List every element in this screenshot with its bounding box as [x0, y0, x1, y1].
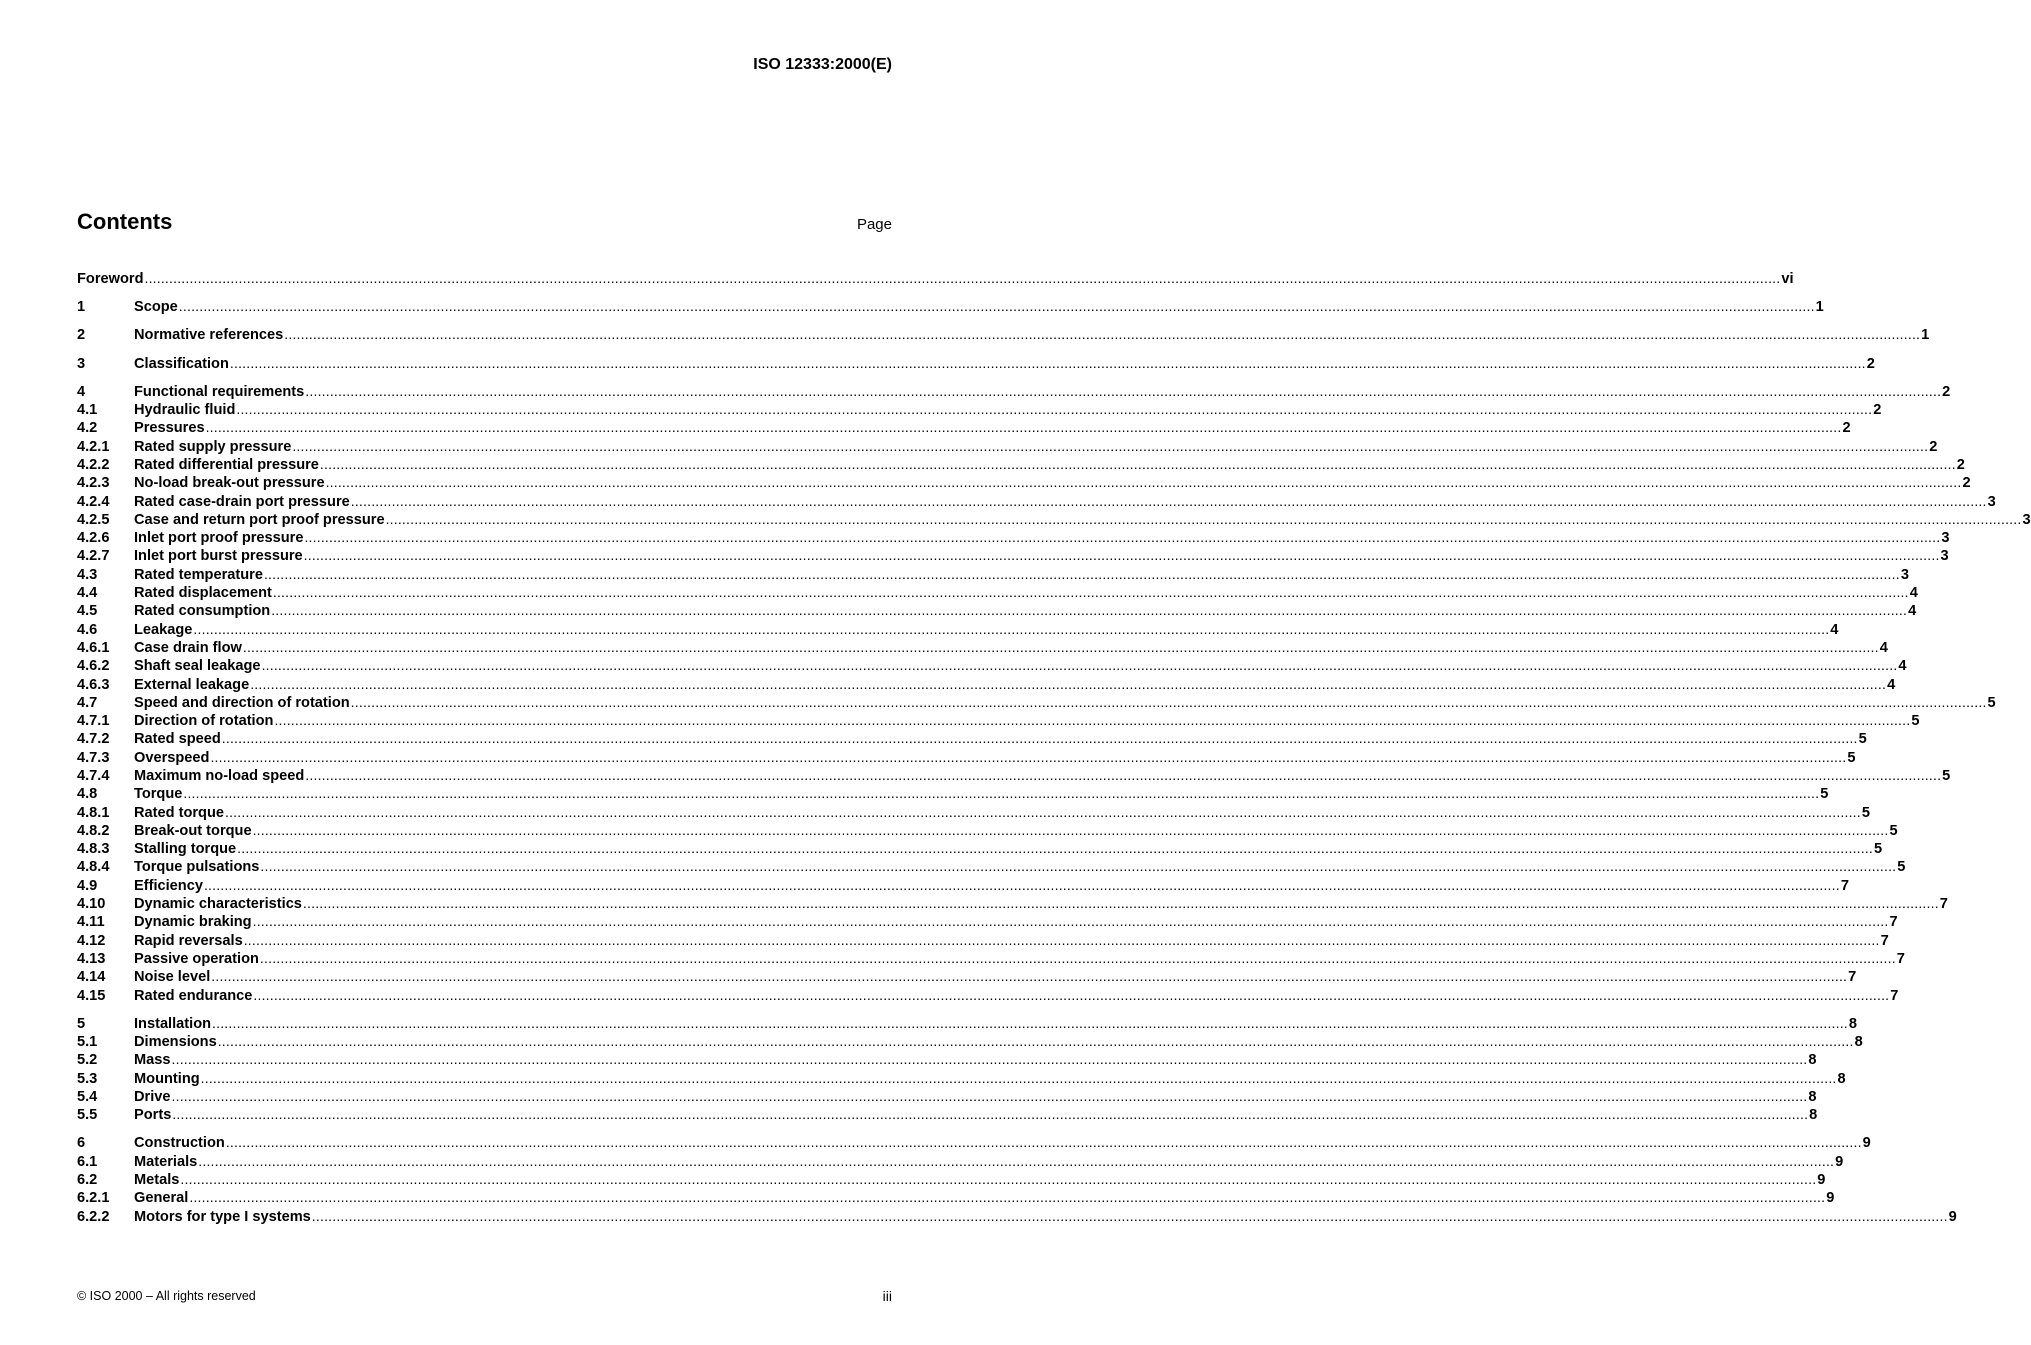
- toc-entry-number: 4.8.3: [77, 841, 110, 858]
- dot-leader: ................................................................................................................................................................................................................................................................................................................................................................................................................: [205, 419, 1842, 436]
- toc-entry-title: Inlet port burst pressure: [134, 548, 303, 565]
- dot-leader: ................................................................................................................................................................................................................................................................................................................................................................................................................: [183, 785, 1820, 802]
- toc-entry[interactable]: [77, 473, 1971, 492]
- toc-entry-number: 5: [77, 1015, 86, 1032]
- toc-entry-number: 6.2: [77, 1172, 98, 1188]
- toc-entry-page: 2: [1866, 355, 1875, 372]
- dot-leader: ................................................................................................................................................................................................................................................................................................................................................................................................................: [303, 547, 1940, 564]
- toc-entry[interactable]: [77, 269, 1794, 287]
- toc-entry-title: Case and return port proof pressure: [134, 511, 385, 528]
- toc-group: [77, 382, 2031, 1004]
- toc-entry-title: Rated displacement: [134, 585, 272, 602]
- toc-entry-page: 9: [1817, 1172, 1826, 1188]
- toc-entry-page: 3: [2022, 511, 2031, 528]
- toc-entry-page: 7: [1889, 914, 1898, 931]
- toc-entry-title: Metals: [134, 1172, 180, 1188]
- toc-entry-page: 5: [1897, 859, 1906, 876]
- toc-entry-number: 4.7.4: [77, 767, 110, 784]
- toc-entry-page: 8: [1854, 1034, 1863, 1051]
- toc-group: [77, 325, 1930, 344]
- toc-entry-title: Materials: [134, 1153, 198, 1170]
- toc-group: [77, 297, 1824, 316]
- dot-leader: ................................................................................................................................................................................................................................................................................................................................................................................................................: [305, 766, 1942, 783]
- toc-entry[interactable]: [77, 766, 1951, 784]
- toc-entry-page: 8: [1808, 1088, 1817, 1105]
- toc-entry-page: 5: [1889, 822, 1898, 839]
- toc-entry-title: Motors for type I systems: [134, 1208, 311, 1225]
- toc-entry[interactable]: [77, 931, 1889, 949]
- dot-leader: ................................................................................................................................................................................................................................................................................................................................................................................................................: [319, 455, 1956, 472]
- toc-entry-number: 4.13: [77, 950, 106, 967]
- toc-entry[interactable]: [77, 418, 1851, 437]
- toc-entry[interactable]: [77, 1133, 1871, 1152]
- dot-leader: ................................................................................................................................................................................................................................................................................................................................................................................................................: [180, 1171, 1817, 1187]
- toc-entry-number: 4.2.2: [77, 456, 110, 473]
- toc-entry-page: 5: [1942, 767, 1951, 784]
- toc-entry-title: Functional requirements: [134, 383, 305, 400]
- dot-leader: ................................................................................................................................................................................................................................................................................................................................................................................................................: [229, 354, 1866, 371]
- toc-entry-number: 4.12: [77, 932, 106, 949]
- toc-entry-page: 7: [1880, 932, 1889, 949]
- toc-entry[interactable]: [77, 382, 1951, 400]
- toc-entry-number: 4.2.3: [77, 475, 110, 492]
- toc-entry-number: 4.8.2: [77, 822, 110, 839]
- toc-entry[interactable]: [77, 565, 1909, 583]
- toc-entry-number: 4.6.3: [77, 676, 110, 693]
- dot-leader: ................................................................................................................................................................................................................................................................................................................................................................................................................: [260, 858, 1897, 875]
- toc-entry-number: 4.7: [77, 694, 98, 711]
- toc-entry[interactable]: [77, 912, 1898, 931]
- toc-entry-title: Efficiency: [134, 877, 203, 894]
- toc-entry-title: Leakage: [134, 621, 193, 638]
- toc-entry[interactable]: [77, 821, 1898, 839]
- dot-leader: ................................................................................................................................................................................................................................................................................................................................................................................................................: [212, 1014, 1848, 1031]
- dot-leader: ................................................................................................................................................................................................................................................................................................................................................................................................................: [284, 326, 1921, 343]
- dot-leader: ................................................................................................................................................................................................................................................................................................................................................................................................................: [272, 584, 1909, 601]
- toc-entry-number: 4.8.1: [77, 804, 110, 821]
- toc-entry-page: 4: [1830, 621, 1839, 638]
- toc-entry-page: 3: [1941, 530, 1950, 547]
- toc-entry-page: 7: [1840, 877, 1849, 894]
- toc-entry[interactable]: [77, 1105, 1818, 1124]
- toc-entry[interactable]: [77, 894, 1948, 913]
- toc-entry-number: 4.8: [77, 786, 98, 803]
- toc-entry-page: 2: [1873, 402, 1882, 419]
- dot-leader: ................................................................................................................................................................................................................................................................................................................................................................................................................: [271, 602, 1908, 619]
- toc-entry-title: Rapid reversals: [134, 932, 243, 949]
- dot-leader: ................................................................................................................................................................................................................................................................................................................................................................................................................: [210, 748, 1847, 765]
- dot-leader: ................................................................................................................................................................................................................................................................................................................................................................................................................: [211, 968, 1848, 985]
- toc-group: [77, 354, 1875, 372]
- toc-entry-title: Dynamic characteristics: [134, 896, 302, 913]
- toc-entry-title: Torque pulsations: [134, 859, 260, 876]
- toc-entry-title: Rated case-drain port pressure: [134, 493, 350, 510]
- toc-entry[interactable]: [77, 1207, 1957, 1225]
- toc-entry-number: 5.3: [77, 1070, 98, 1087]
- toc-entry-title: Dynamic braking: [134, 914, 252, 931]
- copyright-notice: © ISO 2000 – All rights reserved: [77, 1289, 256, 1303]
- toc-entry-number: 4.2.7: [77, 548, 110, 565]
- toc-entry-page: 1: [1921, 327, 1930, 344]
- toc-entry[interactable]: [77, 967, 1857, 986]
- toc-entry-title: Drive: [134, 1088, 171, 1105]
- toc-entry-number: 6.2.1: [77, 1190, 110, 1207]
- toc-entry-title: Installation: [134, 1015, 212, 1032]
- toc-entry[interactable]: [77, 492, 1996, 510]
- toc-entry[interactable]: [77, 297, 1824, 316]
- toc-entry-title: Rated differential pressure: [134, 456, 319, 473]
- dot-leader: ................................................................................................................................................................................................................................................................................................................................................................................................................: [252, 821, 1889, 838]
- dot-leader: ................................................................................................................................................................................................................................................................................................................................................................................................................: [325, 474, 1962, 491]
- toc-entry-number: 4.2: [77, 420, 98, 437]
- toc-entry-title: Inlet port proof pressure: [134, 530, 304, 547]
- toc-entry-title: No-load break-out pressure: [134, 475, 325, 492]
- toc-entry[interactable]: [77, 437, 1938, 455]
- toc-entry[interactable]: [77, 857, 1906, 876]
- dot-leader: ................................................................................................................................................................................................................................................................................................................................................................................................................: [221, 730, 1858, 747]
- toc-entry[interactable]: [77, 729, 1867, 748]
- toc-entry[interactable]: [77, 455, 1965, 473]
- dot-leader: ................................................................................................................................................................................................................................................................................................................................................................................................................: [242, 638, 1879, 655]
- dot-leader: ................................................................................................................................................................................................................................................................................................................................................................................................................: [302, 895, 1939, 912]
- toc-entry-page: 7: [1848, 969, 1857, 986]
- dot-leader: ................................................................................................................................................................................................................................................................................................................................................................................................................: [144, 270, 1781, 286]
- toc-entry-page: 8: [1848, 1015, 1858, 1032]
- toc-entry-number: 1: [77, 299, 86, 316]
- dot-leader: ................................................................................................................................................................................................................................................................................................................................................................................................................: [236, 401, 1873, 418]
- toc-entry-title: Break-out torque: [134, 822, 252, 839]
- toc-entry-number: 6: [77, 1135, 86, 1152]
- toc-entry-title: General: [134, 1190, 189, 1207]
- toc-entry-page: 7: [1939, 896, 1948, 913]
- toc-entry-title: Overspeed: [134, 749, 210, 766]
- toc-entry[interactable]: [77, 1032, 1863, 1051]
- toc-entry-title: Passive operation: [134, 950, 259, 967]
- dot-leader: ................................................................................................................................................................................................................................................................................................................................................................................................................: [225, 1134, 1862, 1151]
- toc-entry-number: 4.5: [77, 603, 98, 620]
- toc-entry-number: 4.7.2: [77, 731, 110, 748]
- toc-entry-page: 9: [1862, 1135, 1871, 1152]
- toc-entry-title: Construction: [134, 1135, 225, 1152]
- dot-leader: ................................................................................................................................................................................................................................................................................................................................................................................................................: [189, 1189, 1826, 1206]
- toc-entry[interactable]: [77, 711, 1920, 730]
- toc-entry[interactable]: [77, 546, 1949, 565]
- toc-entry-page: 4: [1879, 639, 1888, 656]
- toc-entry[interactable]: [77, 1050, 1817, 1069]
- toc-entry-title: Rated torque: [134, 804, 224, 821]
- toc-entry-title: Scope: [134, 299, 178, 316]
- dot-leader: ................................................................................................................................................................................................................................................................................................................................................................................................................: [243, 931, 1880, 948]
- toc-entry[interactable]: [77, 1069, 1846, 1087]
- toc-entry-page: 4: [1909, 585, 1918, 602]
- toc-entry-title: Noise level: [134, 969, 211, 986]
- document-id: ISO 12333:2000(E): [753, 56, 892, 73]
- toc-entry-number: 4.14: [77, 969, 106, 986]
- toc-group: [77, 1133, 1957, 1225]
- toc-entry-number: 4.10: [77, 896, 106, 913]
- dot-leader: ................................................................................................................................................................................................................................................................................................................................................................................................................: [171, 1087, 1808, 1104]
- dot-leader: ................................................................................................................................................................................................................................................................................................................................................................................................................: [225, 803, 1861, 820]
- toc-entry-page: 4: [1898, 658, 1907, 675]
- toc-entry-page: 4: [1887, 676, 1896, 693]
- dot-leader: ................................................................................................................................................................................................................................................................................................................................................................................................................: [263, 565, 1900, 582]
- toc-entry-title: Mounting: [134, 1070, 200, 1087]
- toc-entry-number: 5.1: [77, 1034, 98, 1051]
- toc-entry-number: 6.2.2: [77, 1208, 110, 1225]
- toc-entry[interactable]: [77, 601, 1917, 620]
- toc-entry-title: Rated endurance: [134, 987, 253, 1004]
- toc-entry-number: 4.7.3: [77, 749, 110, 766]
- toc-entry-number: 4.4: [77, 585, 98, 602]
- toc-entry-number: 4.7.1: [77, 713, 110, 730]
- toc-entry-page: 5: [1858, 731, 1867, 748]
- toc-entry-number: 4.15: [77, 987, 106, 1004]
- toc-entry-page: 9: [1835, 1153, 1844, 1170]
- toc-entry-title: Foreword: [77, 271, 144, 287]
- toc-entry-number: 4.2.6: [77, 530, 110, 547]
- toc-entry[interactable]: [77, 325, 1930, 344]
- toc-entry-title: Maximum no-load speed: [134, 767, 305, 784]
- toc-entry-number: 5.2: [77, 1052, 98, 1069]
- toc-entry-number: 4.2.5: [77, 511, 110, 528]
- toc-entry[interactable]: [77, 620, 1839, 638]
- dot-leader: ................................................................................................................................................................................................................................................................................................................................................................................................................: [253, 986, 1890, 1003]
- dot-leader: ................................................................................................................................................................................................................................................................................................................................................................................................................: [178, 298, 1815, 315]
- dot-leader: ................................................................................................................................................................................................................................................................................................................................................................................................................: [274, 712, 1911, 729]
- toc-entry-title: External leakage: [134, 676, 250, 693]
- toc-group: [77, 269, 1794, 287]
- toc-entry-number: 4.6.2: [77, 658, 110, 675]
- dot-leader: ................................................................................................................................................................................................................................................................................................................................................................................................................: [193, 620, 1830, 637]
- toc-entry[interactable]: [77, 949, 1905, 967]
- toc-entry-title: Case drain flow: [134, 639, 242, 656]
- dot-leader: ................................................................................................................................................................................................................................................................................................................................................................................................................: [350, 693, 1987, 710]
- page-column-label: Page: [856, 216, 892, 233]
- toc-entry[interactable]: [77, 784, 1829, 803]
- toc-entry-number: 6.1: [77, 1153, 98, 1170]
- toc-entry-page: 5: [1847, 749, 1856, 766]
- toc-entry[interactable]: [77, 528, 1950, 547]
- toc-entry-title: Direction of rotation: [134, 713, 274, 730]
- toc-entry[interactable]: [77, 638, 1888, 656]
- toc-entry-page: 9: [1948, 1208, 1957, 1225]
- toc-entry-title: Rated temperature: [134, 566, 263, 583]
- dot-leader: ................................................................................................................................................................................................................................................................................................................................................................................................................: [261, 657, 1898, 674]
- toc-entry-title: Pressures: [134, 420, 205, 437]
- toc-entry-number: 4.9: [77, 877, 98, 894]
- dot-leader: ................................................................................................................................................................................................................................................................................................................................................................................................................: [305, 382, 1942, 399]
- toc-entry-title: Ports: [134, 1107, 172, 1124]
- toc-entry-page: 3: [1900, 566, 1909, 583]
- toc-entry[interactable]: [77, 748, 1856, 766]
- toc-entry-number: 4.11: [77, 914, 105, 931]
- toc-entry-page: 2: [1942, 383, 1951, 400]
- toc-entry-page: 5: [1861, 804, 1870, 821]
- toc-entry[interactable]: [77, 1188, 1835, 1207]
- toc-entry[interactable]: [77, 876, 1849, 894]
- toc-entry[interactable]: [77, 656, 1907, 675]
- toc-entry-title: Shaft seal leakage: [134, 658, 261, 675]
- toc-entry-page: 2: [1962, 475, 1971, 492]
- toc-entry-title: Normative references: [134, 327, 284, 344]
- dot-leader: ................................................................................................................................................................................................................................................................................................................................................................................................................: [200, 1069, 1837, 1086]
- dot-leader: ................................................................................................................................................................................................................................................................................................................................................................................................................: [217, 1033, 1854, 1050]
- dot-leader: ................................................................................................................................................................................................................................................................................................................................................................................................................: [237, 840, 1874, 857]
- toc-entry-title: Hydraulic fluid: [134, 402, 236, 419]
- toc-entry-page: 7: [1890, 987, 1899, 1004]
- dot-leader: ................................................................................................................................................................................................................................................................................................................................................................................................................: [259, 949, 1896, 966]
- toc-entry-page: 7: [1896, 950, 1905, 967]
- toc-entry-page: 8: [1808, 1052, 1817, 1069]
- toc-entry-title: Stalling torque: [134, 841, 237, 858]
- toc-entry-title: Speed and direction of rotation: [134, 694, 350, 711]
- toc-entry-title: Torque: [134, 786, 183, 803]
- toc-entry-title: Dimensions: [134, 1034, 217, 1051]
- toc-entry-title: Classification: [134, 355, 229, 372]
- toc-entry-number: 4.8.4: [77, 859, 110, 876]
- toc-entry-number: 4.2.1: [77, 438, 110, 455]
- dot-leader: ................................................................................................................................................................................................................................................................................................................................................................................................................: [311, 1207, 1948, 1224]
- toc-entry-title: Rated consumption: [134, 603, 271, 620]
- toc-entry[interactable]: [77, 839, 1883, 858]
- toc-entry-page: 2: [1956, 456, 1965, 473]
- dot-leader: ................................................................................................................................................................................................................................................................................................................................................................................................................: [292, 437, 1929, 454]
- toc-entry-number: 4: [77, 383, 86, 400]
- toc-entry-title: Rated speed: [134, 731, 221, 748]
- toc-entry[interactable]: [77, 583, 1918, 602]
- toc-entry-number: 4.3: [77, 566, 98, 583]
- toc-entry[interactable]: [77, 986, 1899, 1004]
- toc-entry[interactable]: [77, 354, 1875, 372]
- dot-leader: ................................................................................................................................................................................................................................................................................................................................................................................................................: [250, 675, 1887, 692]
- toc-entry-page: 5: [1874, 841, 1883, 858]
- contents-heading: Contents: [77, 209, 173, 234]
- toc-entry-page: 9: [1826, 1190, 1835, 1207]
- toc-entry-number: 2: [77, 327, 86, 344]
- dot-leader: ................................................................................................................................................................................................................................................................................................................................................................................................................: [198, 1152, 1835, 1169]
- toc-entry[interactable]: [77, 1014, 1858, 1032]
- dot-leader: ................................................................................................................................................................................................................................................................................................................................................................................................................: [171, 1051, 1808, 1068]
- toc-entry[interactable]: [77, 675, 1896, 693]
- toc-entry-number: 3: [77, 355, 86, 372]
- toc-entry-page: 4: [1908, 603, 1917, 620]
- toc-entry-page: 5: [1911, 713, 1920, 730]
- toc-entry[interactable]: [77, 400, 1882, 419]
- toc-entry-title: Rated supply pressure: [134, 438, 292, 455]
- toc-entry-page: 5: [1987, 694, 1996, 711]
- toc-entry[interactable]: [77, 1170, 1826, 1188]
- toc-entry[interactable]: [77, 803, 1870, 821]
- toc-entry[interactable]: [77, 1087, 1817, 1105]
- dot-leader: ................................................................................................................................................................................................................................................................................................................................................................................................................: [252, 913, 1889, 930]
- toc-entry-page: 8: [1837, 1070, 1846, 1087]
- toc-entry[interactable]: [77, 693, 1996, 711]
- toc-entry-page: 8: [1809, 1107, 1818, 1124]
- toc-entry-page: vi: [1781, 271, 1794, 287]
- page-number: iii: [882, 1288, 892, 1304]
- toc-entry-number: 4.1: [77, 402, 98, 419]
- toc-entry-title: Mass: [134, 1052, 171, 1069]
- toc-entry[interactable]: [77, 1152, 1844, 1170]
- toc-entry-number: 5.4: [77, 1088, 98, 1105]
- toc-entry-number: 5.5: [77, 1107, 98, 1124]
- toc-entry-page: 3: [1987, 493, 1996, 510]
- toc-entry-page: 3: [1940, 548, 1949, 565]
- toc-entry-page: 2: [1842, 420, 1851, 437]
- toc-entry-number: 4.6.1: [77, 639, 110, 656]
- table-of-contents: [77, 269, 2031, 1225]
- dot-leader: ................................................................................................................................................................................................................................................................................................................................................................................................................: [350, 492, 1987, 509]
- toc-group: [77, 1014, 1863, 1124]
- dot-leader: ................................................................................................................................................................................................................................................................................................................................................................................................................: [203, 876, 1840, 893]
- toc-entry-page: 5: [1820, 786, 1829, 803]
- dot-leader: ................................................................................................................................................................................................................................................................................................................................................................................................................: [172, 1106, 1809, 1123]
- dot-leader: ................................................................................................................................................................................................................................................................................................................................................................................................................: [385, 510, 2022, 527]
- toc-entry[interactable]: [77, 510, 2031, 528]
- toc-entry-number: 4.2.4: [77, 493, 110, 510]
- toc-entry-page: 2: [1929, 438, 1938, 455]
- toc-entry-page: 1: [1815, 299, 1824, 316]
- toc-entry-number: 4.6: [77, 621, 98, 638]
- dot-leader: ................................................................................................................................................................................................................................................................................................................................................................................................................: [304, 529, 1941, 546]
